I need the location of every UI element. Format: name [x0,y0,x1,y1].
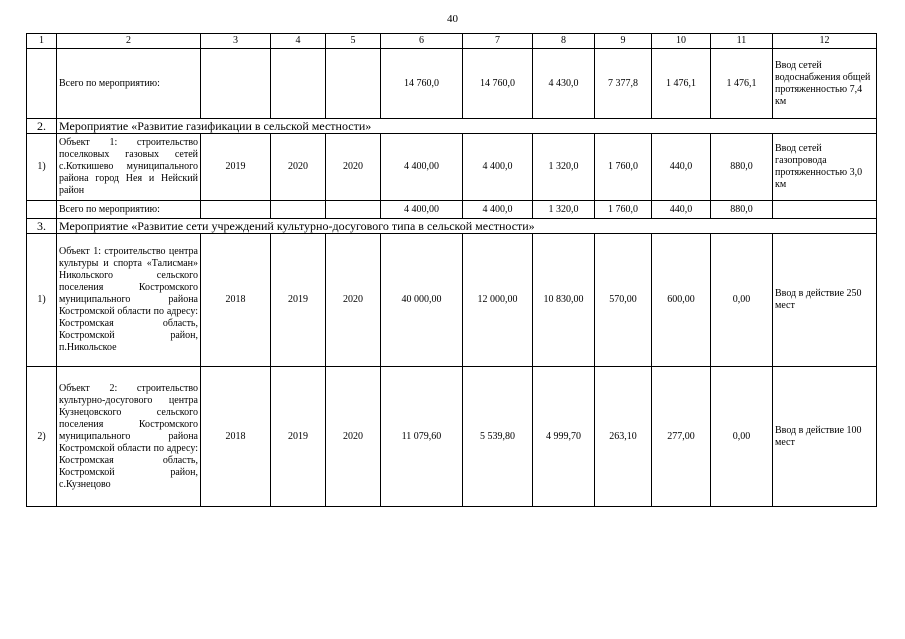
page-number: 40 [447,13,458,25]
cell-value: 4 400,00 [381,134,463,201]
cell-value: 4 400,0 [463,201,533,219]
cell-value: 2020 [326,134,381,201]
header-cell: 3 [201,34,271,49]
cell-value: 4 400,00 [381,201,463,219]
cell-value: 14 760,0 [463,49,533,119]
object-number: 1) [27,234,57,367]
cell-value: 1 320,0 [533,134,595,201]
cell-value: 40 000,00 [381,234,463,367]
cell-value: 4 430,0 [533,49,595,119]
cell-value: 440,0 [652,201,711,219]
cell-value: 2019 [271,367,326,507]
cell-value: 4 999,70 [533,367,595,507]
cell-value: 4 400,0 [463,134,533,201]
header-row [27,34,877,49]
cell-value: 1 760,0 [595,134,652,201]
object-number: 2) [27,367,57,507]
cell-value: 7 377,8 [595,49,652,119]
object-number: 1) [27,134,57,201]
total-label: Всего по мероприятию: [57,201,201,219]
cell-value: 5 539,80 [463,367,533,507]
section-number: 3. [27,219,57,234]
header-cell: 11 [711,34,773,49]
cell-value: 0,00 [711,234,773,367]
header-cell: 8 [533,34,595,49]
header-cell: 12 [773,34,877,49]
cell-value: 11 079,60 [381,367,463,507]
cell-value: 2020 [326,234,381,367]
cell-value: 2018 [201,234,271,367]
total-row-gas [27,201,877,219]
section-number: 2. [27,119,57,134]
object-row-gas [27,134,877,201]
cell-value: 570,00 [595,234,652,367]
cell-value: 1 476,1 [711,49,773,119]
cell-value: 263,10 [595,367,652,507]
section-row-gas [27,119,877,134]
header-cell: 7 [463,34,533,49]
cell-value: 2020 [326,367,381,507]
cell-value: 2019 [201,134,271,201]
total-row-water [27,49,877,119]
header-cell: 10 [652,34,711,49]
header-cell: 5 [326,34,381,49]
cell-value: 1 476,1 [652,49,711,119]
result-text: Ввод сетей водоснабжения общей протяженностью 7,4 км [773,49,877,119]
object-description: Объект 2: строительство культурно-досугового центра Кузнецовского сельского поселения Костромского муниципального района Костромской области по адресу: Костромская область, Костромской район, с.Кузнецово [57,367,201,507]
cell-value: 0,00 [711,367,773,507]
header-cell: 2 [57,34,201,49]
cell-value: 1 320,0 [533,201,595,219]
result-text: Ввод в действие 100 мест [773,367,877,507]
total-label: Всего по мероприятию: [57,49,201,119]
cell-value: 2020 [271,134,326,201]
section-row-culture [27,219,877,234]
cell-value: 2018 [201,367,271,507]
header-cell: 9 [595,34,652,49]
cell-value: 600,00 [652,234,711,367]
header-cell: 4 [271,34,326,49]
cell-value: 12 000,00 [463,234,533,367]
cell-value: 10 830,00 [533,234,595,367]
object-row-culture-2 [27,367,877,507]
cell-value: 14 760,0 [381,49,463,119]
cell-value: 880,0 [711,201,773,219]
object-description: Объект 1: строительство поселковых газовых сетей с.Коткишево муниципального района город Нея и Нейский район [57,134,201,201]
header-cell: 6 [381,34,463,49]
program-table [26,33,877,507]
cell-value: 880,0 [711,134,773,201]
cell-value: 277,00 [652,367,711,507]
object-row-culture-1 [27,234,877,367]
header-cell: 1 [27,34,57,49]
result-text: Ввод в действие 250 мест [773,234,877,367]
section-title: Мероприятие «Развитие газификации в сельской местности» [57,119,877,134]
section-title: Мероприятие «Развитие сети учреждений культурно-досугового типа в сельской местности» [57,219,877,234]
object-description: Объект 1: строительство центра культуры и спорта «Талисман» Никольского сельского поселения Костромского муниципального района Костромской области по адресу: Костромская область, Костромской район, п.Никольское [57,234,201,367]
cell-value: 2019 [271,234,326,367]
cell-value: 1 760,0 [595,201,652,219]
cell-value: 440,0 [652,134,711,201]
result-text: Ввод сетей газопровода протяженностью 3,0 км [773,134,877,201]
